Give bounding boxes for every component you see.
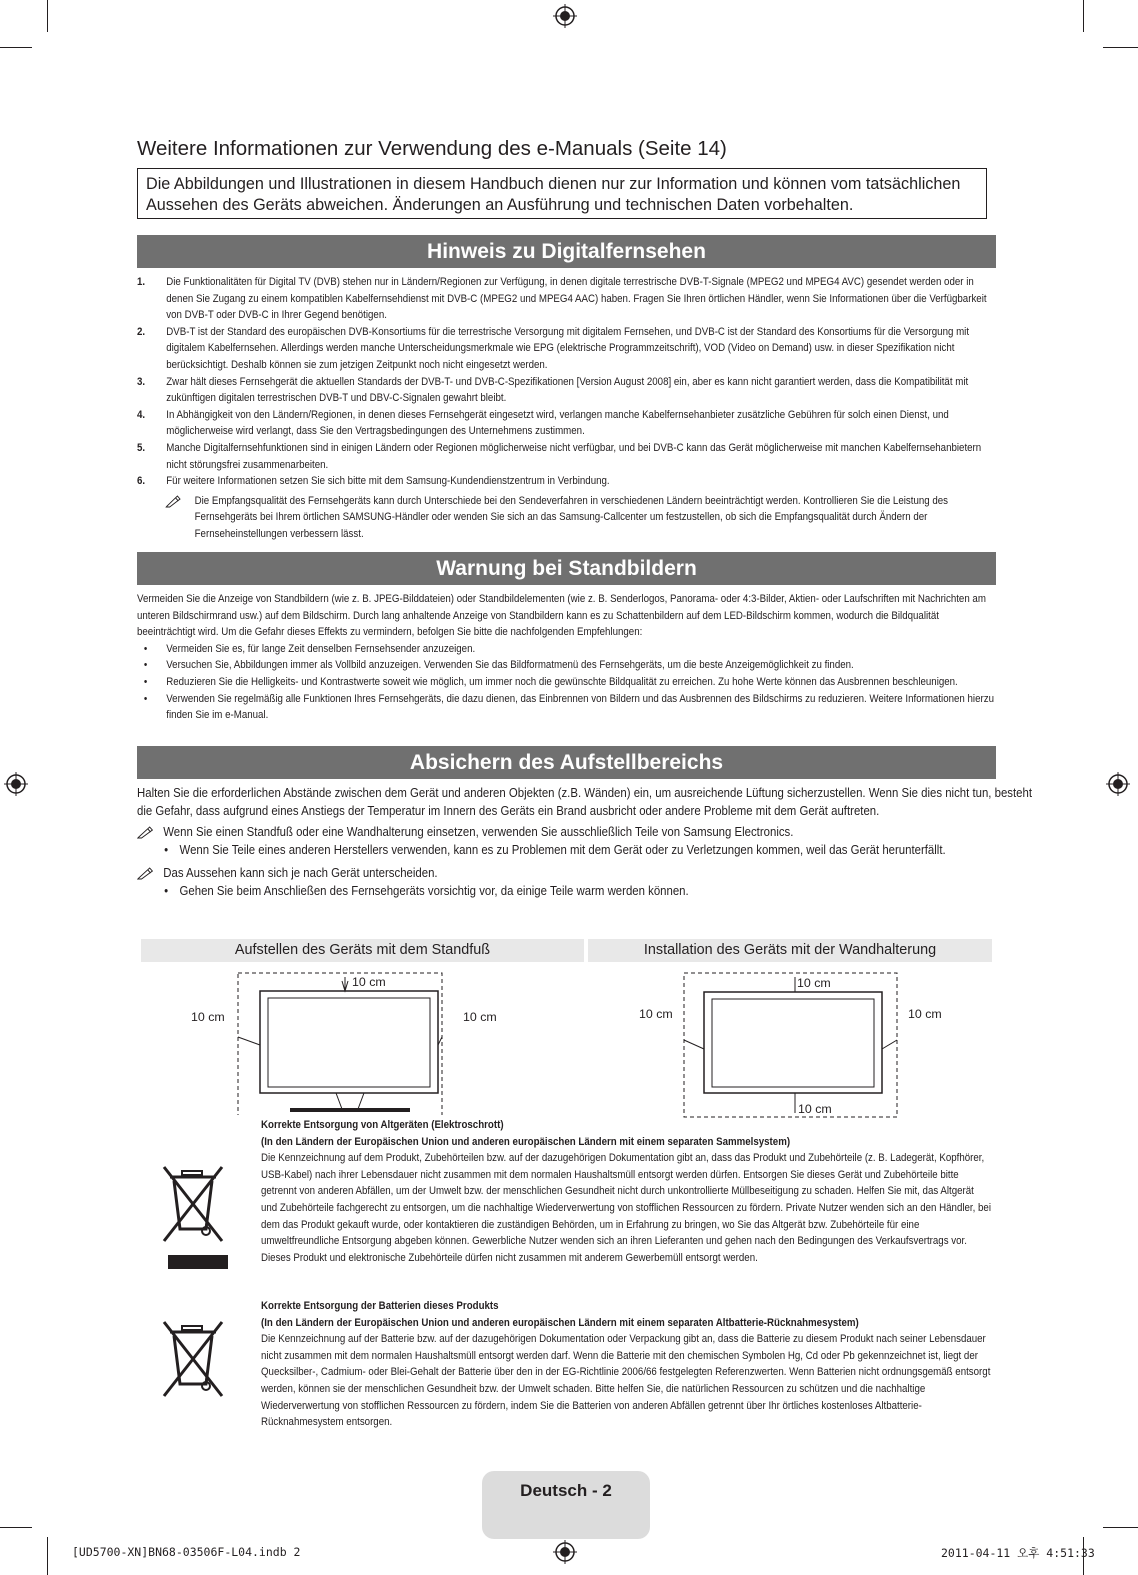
battery-container — [261, 1298, 1111, 1431]
list-number: 1. — [137, 276, 146, 288]
list-text: Zwar hält dieses Fernsehgerät die aktuellen Standards der DVB-T- und DVB-C-Spezifikationen [Version August 2008] ein, aber es kann nicht garantiert werden, dass die Kompatibilität mit zukünftigen digitalen terrestrischen DVB-T und DBV-C-Signalen gewahrt bleibt. — [166, 375, 969, 405]
list-item — [137, 473, 997, 490]
aufstell-note-2-bullet: • Gehen Sie beim Anschließen des Fernsehgeräts vorsichtig vor, da einige Teile warm werden können. — [137, 883, 1042, 901]
list-number: 5. — [137, 441, 146, 454]
note-pencil-icon — [137, 825, 157, 839]
crop-mark — [47, 0, 48, 32]
weee-subtitle: (In den Ländern der Europäischen Union und anderen europäischen Ländern mit einem separaten Sammelsystem) — [261, 1135, 791, 1148]
digital-note — [165, 493, 997, 543]
crossed-battery-bin-icon — [160, 1318, 228, 1402]
dim-label-bottom: 10 cm — [798, 1102, 832, 1116]
registration-mark-icon — [553, 1540, 577, 1564]
weee-title: Korrekte Entsorgung von Altgeräten (Elektroschrott) — [261, 1119, 504, 1131]
weee-container — [261, 1117, 1111, 1266]
note-text: Die Empfangsqualität des Fernsehgeräts kann durch Unterschiede bei den Sendeverfahren in verschiedenen Ländern beeinträchtigt werden. Kontrollieren Sie die Leistung des Fernsehgeräts bei Ihrem örtlichen SAMSUNG-Händler oder wenden Sie sich an das Samsung-Callcenter um festzustellen, ob sich die Empfangsqualität durch Ändern der Fernseheinstellungen verbessern lässt. — [194, 494, 949, 540]
registration-mark-icon — [4, 772, 28, 796]
standbild-list — [137, 641, 997, 724]
crop-mark — [1083, 0, 1084, 32]
intro-notice: Die Abbildungen und Illustrationen in diesem Handbuch dienen nur zur Information und können vom tatsächlichen Aussehen des Geräts abweichen. Änderungen an Ausführung und technischen Daten vorbehalten. — [137, 168, 987, 219]
list-number: 6. — [137, 475, 146, 488]
section-heading-digital: Hinweis zu Digitalfernsehen — [137, 235, 996, 268]
list-text: Manche Digitalfernsehfunktionen sind in einigen Ländern oder Regionen möglicherweise nicht verfügbar, und bei DVB-C kann das Gerät möglicherweise mit manchen Kabelfernsehanbietern nicht störungsfrei zusammenarbeiten. — [166, 441, 982, 471]
wall-diagram-label: Installation des Geräts mit der Wandhalterung — [588, 939, 992, 962]
dim-label-left: 10 cm — [639, 1007, 673, 1021]
print-slug-left: [UD5700-XN]BN68-03506F-L04.indb 2 — [72, 1545, 301, 1559]
digital-list — [137, 274, 997, 490]
list-item — [137, 324, 997, 374]
battery-subtitle: (In den Ländern der Europäischen Union und anderen europäischen Ländern mit einem separaten Altbatterie-Rücknahmesystem) — [261, 1316, 859, 1329]
crop-mark — [0, 1527, 32, 1528]
list-number: 3. — [137, 375, 146, 388]
list-number: 2. — [137, 325, 146, 338]
dim-label-top: 10 cm — [352, 975, 386, 989]
aufstell-note-1-bullet: • Wenn Sie Teile eines anderen Herstellers verwenden, kann es zu Problemen mit dem Gerät oder zu Verletzungen kommen, weil das Gerät herunterfällt. — [137, 842, 1042, 860]
list-text: Für weitere Informationen setzen Sie sich bitte mit dem Samsung-Kundendienstzentrum in Verbindung. — [166, 475, 610, 488]
list-item: • Vermeiden Sie es, für lange Zeit denselben Fernsehsender anzuzeigen. — [137, 641, 997, 658]
dim-label-left: 10 cm — [191, 1010, 225, 1024]
digital-list-container — [137, 274, 1137, 543]
list-text: Die Funktionalitäten für Digital TV (DVB) stehen nur in Ländern/Regionen zur Verfügung, in denen digitale terrestrische DVB-T-Signale (MPEG2 und MPEG4 AVC) gesendet werden oder in denen Sie Zugang zu einem kompatiblen Kabelfernsehdienst mit DVB-C (MPEG2 und MPEG4 AAC) haben. Fragen Sie Ihren örtlichen Händler, wenn Sie Informationen über die Verfügbarkeit von DVB-T oder DVB-C in Ihrer Gegend benötigen. — [166, 276, 987, 322]
page-title: Weitere Informationen zur Verwendung des e-Manuals (Seite 14) — [137, 137, 727, 160]
note-pencil-icon — [165, 494, 184, 508]
standbild-container — [137, 591, 1137, 724]
list-text: DVB-T ist der Standard des europäischen DVB-Konsortiums für die terrestrische Versorgung mit digitalem Fernsehen, und DVB-C ist der Standard des Konsortiums für die Versorgung mit digitalem Kabelfernsehen. Allerdings werden manche Unterscheidungsmerkmale wie EPG (elektrische Programmzeitschrift), VOD (Video on Demand) usw. in dieser Spezifikation nicht berücksichtigt. Deshalb können sie zum jetzigen Zeitpunkt noch nicht eingesetzt werden. — [166, 325, 970, 371]
dim-label-right: 10 cm — [908, 1007, 942, 1021]
crop-mark — [1103, 1527, 1138, 1528]
aufstell-text: Halten Sie die erforderlichen Abstände zwischen dem Gerät und anderen Objekten (z.B. Wänden) ein, um ausreichende Lüftung sicherzustellen. Wenn Sie dies nicht tun, besteht die Gefahr, dass aufgrund eines Anstiegs der Temperatur im Innern des Geräts ein Brand ausbricht oder andere Probleme mit dem Gerät auftreten. — [137, 786, 1033, 818]
battery-text: Die Kennzeichnung auf der Batterie bzw. auf der dazugehörigen Dokumentation oder Verpackung gibt an, dass die Batterie zu diesem Produkt nach seiner Lebensdauer nicht zusammen mit dem normalen Haushaltsmüll entsorgt werden darf. Wenn die Batterie mit den chemischen Symbolen Hg, Cd oder Pb gekennzeichnet ist, liegt der Quecksilber-, Cadmium- oder Blei-Gehalt der Batterie über den in der EG-Richtlinie 2006/66 festgelegten Referenzwerten. Wenn Batterien nicht ordnungsgemäß entsorgt werden, können sie der menschlichen Gesundheit bzw. der Umwelt schaden. Bitte helfen Sie, die natürlichen Ressourcen zu schützen und die nachhaltige Wiederverwertung von stofflichen Ressourcen zu fördern, indem Sie die Batterien von anderen Abfällen getrennt über Ihr örtliches kostenloses Altbatterie- Rücknahmesystem entsorgen. — [261, 1333, 991, 1429]
crop-mark — [47, 1537, 48, 1575]
list-text: In Abhängigkeit von den Ländern/Regionen, in denen dieses Fernsehgerät eingesetzt wird, verlangen manche Kabelfernsehanbieter zusätzliche Gebühren für solch einen Dienst, und möglicherweise wird verlangt, dass Sie den Vertragsbedingungen des Unternehmens zustimmen. — [166, 408, 949, 438]
note-text: Wenn Sie einen Standfuß oder eine Wandhalterung einsetzen, verwenden Sie ausschließlich Teile von Samsung Electronics. — [163, 825, 794, 839]
standbild-intro: Vermeiden Sie die Anzeige von Standbildern (wie z. B. JPEG-Bilddateien) oder Standbildelementen (wie z. B. Senderlogos, Panorama- oder 4:3-Bilder, Aktien- oder Laufschriften mit Nachrichten am unteren Bildschirmrand usw.) auf dem Bildschirm. Durch lang anhaltende Anzeige von Standbildern kann es zu Schattenbildern auf dem LED-Bildschirm kommen, wodurch die Bildqualität beeinträchtigt wird. Um die Gefahr dieses Effekts zu vermindern, befolgen Sie bitte die nachfolgenden Empfehlungen: — [137, 593, 986, 639]
list-item — [137, 274, 997, 324]
battery-title: Korrekte Entsorgung der Batterien dieses Produkts — [261, 1300, 499, 1312]
dim-label-top: 10 cm — [797, 976, 831, 990]
section-heading-aufstell: Absichern des Aufstellbereichs — [137, 746, 996, 779]
crossed-bin-icon — [160, 1163, 228, 1271]
list-item — [137, 407, 997, 440]
page-number-tab: Deutsch - 2 — [482, 1471, 650, 1539]
list-item: • Versuchen Sie, Abbildungen immer als Vollbild anzuzeigen. Verwenden Sie das Bildformatmenü des Fernsehgeräts, um die beste Anzeigemöglichkeit zu finden. — [137, 657, 997, 674]
list-item: • Verwenden Sie regelmäßig alle Funktionen Ihres Fernsehgeräts, die dazu dienen, das Einbrennen von Bildern und das Ausbrennen des Bildschirms zu reduzieren. Weitere Informationen hierzu finden Sie im e-Manual. — [137, 691, 997, 724]
registration-mark-icon — [553, 4, 577, 28]
section-heading-standbild: Warnung bei Standbildern — [137, 552, 996, 585]
print-slug-right: 2011-04-11 오후 4:51:33 — [941, 1546, 1095, 1560]
list-item — [137, 440, 997, 473]
crop-mark — [0, 47, 32, 48]
list-item: • Reduzieren Sie die Helligkeits- und Kontrastwerte soweit wie möglich, um immer noch die gewünschte Bildqualität zu erreichen. Zu hohe Werte können das Ausbrennen beschleunigen. — [137, 674, 997, 691]
list-item — [137, 374, 997, 407]
note-text: Das Aussehen kann sich je nach Gerät unterscheiden. — [163, 866, 438, 880]
dim-label-right: 10 cm — [463, 1010, 497, 1024]
list-number: 4. — [137, 408, 146, 421]
note-pencil-icon — [137, 866, 157, 880]
weee-text: Die Kennzeichnung auf dem Produkt, Zubehörteilen bzw. auf der dazugehörigen Dokumentation gibt an, dass das Produkt und Zubehörteile (z. B. Ladegerät, Kopfhörer, USB-Kabel) nach ihrer Lebensdauer nicht zusammen mit dem normalen Haushaltsmüll entsorgt werden dürfen. Entsorgen Sie dieses Gerät und Zubehörteile bitte getrennt von anderen Abfällen, um der Umwelt bzw. der menschlichen Gesundheit nicht durch unkontrollierte Müllbeseitigung zu schaden. Helfen Sie mit, das Altgerät und Zubehörteile fachgerecht zu entsorgen, um die nachhaltige Wiederverwertung von stofflichen Ressourcen zu fördern. Private Nutzer wenden sich an den Händler, bei dem das Produkt gekauft wurde, oder kontaktieren die zuständigen Behörden, um in Erfahrung zu bringen, wo Sie das Altgerät bzw. Zubehörteile für eine umweltfreundliche Entsorgung abgeben können. Gewerbliche Nutzer wenden sich an ihren Lieferanten und gehen nach den Bedingungen des Verkaufsvertrags vor. Dieses Produkt und elektronische Zubehörteile dürfen nicht zusammen mit anderem Gewerbemüll entsorgt werden. — [261, 1152, 991, 1264]
stand-diagram-label: Aufstellen des Geräts mit dem Standfuß — [141, 939, 584, 962]
aufstell-note-1 — [137, 824, 1042, 842]
aufstell-note-2 — [137, 865, 1042, 883]
aufstell-container — [137, 785, 1137, 900]
crop-mark — [1103, 47, 1138, 48]
